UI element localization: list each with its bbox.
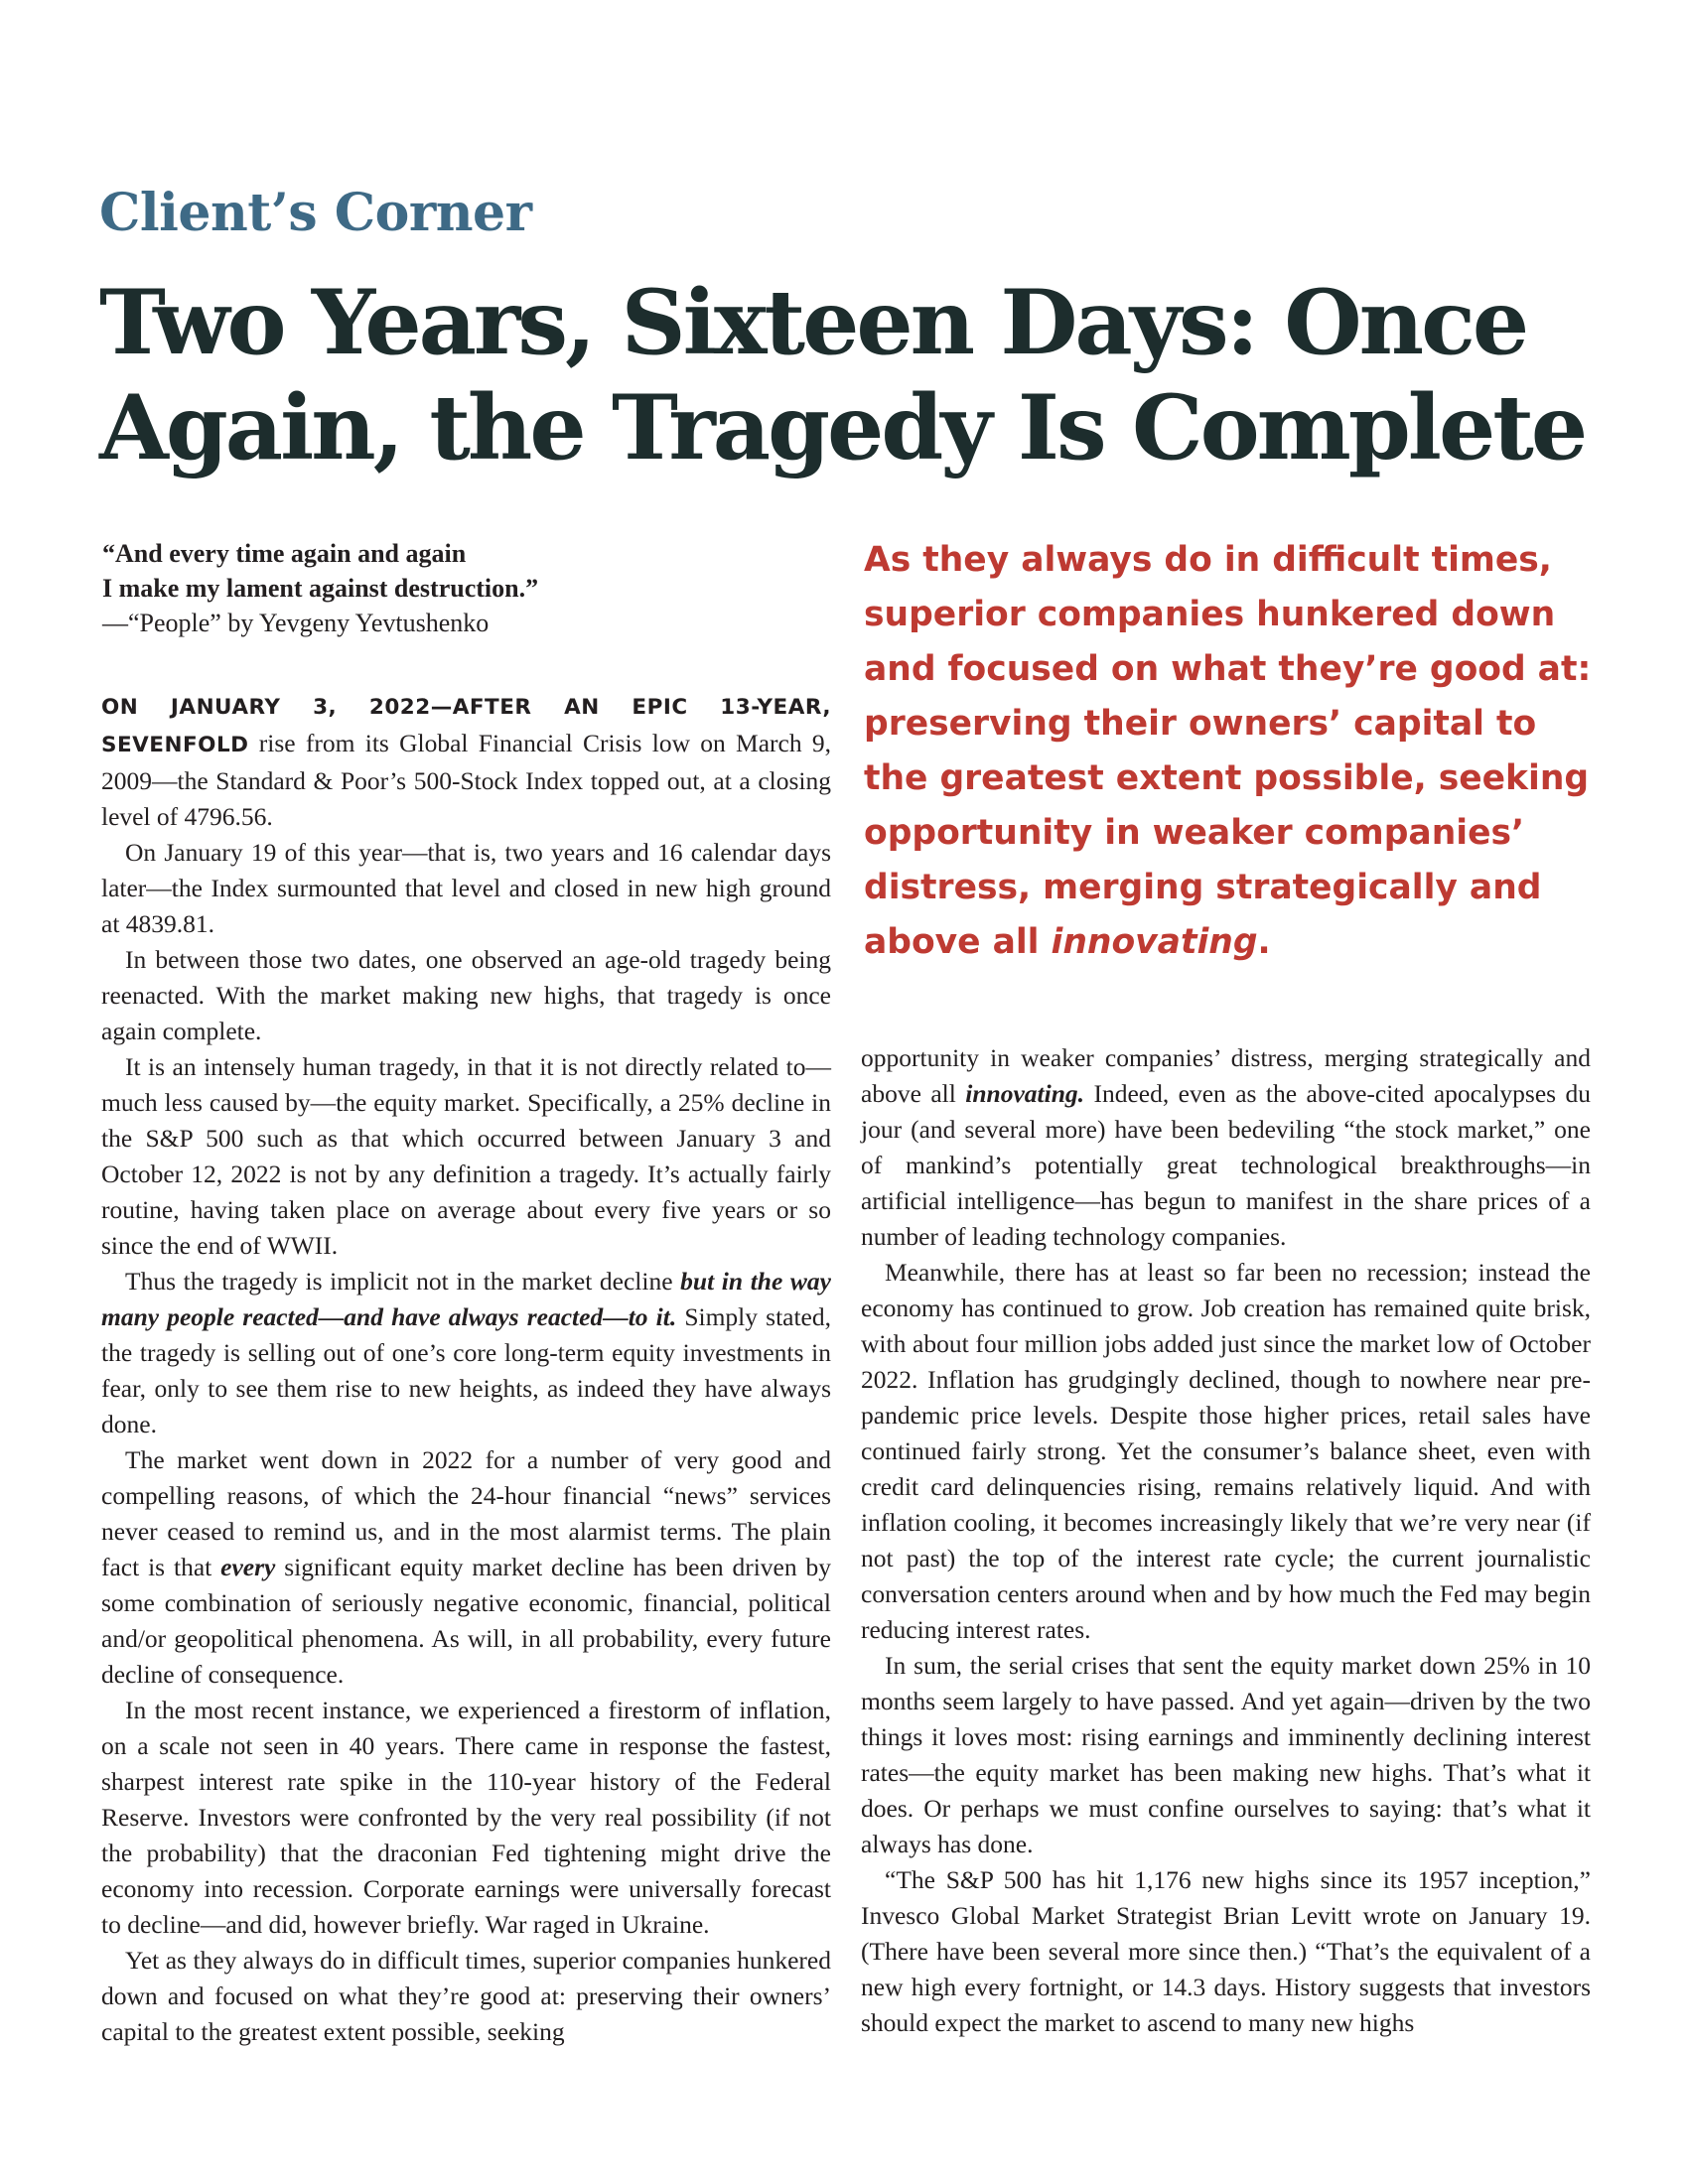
paragraph-11: “The S&P 500 has hit 1,176 new highs since its 1957 inception,” Invesco Global Market Strategist Brian Levitt wrote on January 19. (There have been several more since then.) “That’s the equivalent of a new high every fortnight, or 14.3 days. History suggests that investors should expect the market to ascend to many new highs	[861, 1865, 1591, 2037]
epigraph-line-2: I make my lament against destruction.”	[102, 574, 539, 603]
lead-in: ON JANUARY 3, 2022—AFTER AN EPIC 13-YEAR, SEVENFOLD	[101, 695, 831, 757]
body-column-left	[101, 688, 831, 2050]
paragraph-9: Meanwhile, there has at least so far been no recession; instead the economy has continued to grow. Job creation has remained quite brisk, with about four million jobs added just since the market low of October 2022. Inflation has grudgingly declined, though to nowhere near pre-pandemic price levels. Despite those higher prices, retail sales have continued fairly strong. Yet the consumer’s balance sheet, even with credit card delinquencies rising, remains relatively liquid. And with inflation cooling, it becomes increasingly likely that we’re very near (if not past) the top of the interest rate cycle; the current journalistic conversation centers around when and by how much the Fed may begin reducing interest rates.	[861, 1258, 1591, 1644]
body-column-right	[861, 1040, 1591, 2041]
paragraph-3: In between those two dates, one observed an age-old tragedy being reenacted. With the market making new highs, that tragedy is once again complete.	[101, 945, 831, 1045]
paragraph-4: It is an intensely human tragedy, in that it is not directly related to—much less caused by—the equity market. Specifically, a 25% decline in the S&P 500 such as that which occurred between January 3 and October 12, 2022 is not by any definition a tragedy. It’s actually fairly routine, having taken place on average about every five years or so since the end of WWII.	[101, 1052, 831, 1260]
article-headline: Two Years, Sixteen Days: Once Again, the Tragedy Is Complete	[99, 270, 1586, 480]
pull-quote-emphasis: innovating	[1051, 922, 1258, 962]
paragraph-6-text-a: The market went down in 2022 for a number of very good and compelling reasons, of which the 24-hour financial “news” services never ceased to remind us, and in the most alarmist terms. The plain fact is that	[101, 1445, 831, 1581]
paragraph-5-emphasis: but in the way many people reacted—and have always reacted—to it.	[101, 1267, 831, 1331]
paragraph-8-continued	[861, 1040, 1591, 1255]
paragraph-2: On January 19 of this year—that is, two years and 16 calendar days later—the Index surmounted that level and closed in new high ground at 4839.81.	[101, 838, 831, 938]
pull-quote-text: As they always do in difficult times, superior companies hunkered down and focused on what they’re good at: preserving their owners’ capital to the greatest extent possible, seeking opportunity in weaker companies’ distress, merging strategically and above all	[864, 540, 1592, 962]
paragraph-8-cont-text-a: opportunity in weaker companies’ distress, merging strategically and above all	[861, 1043, 1591, 1108]
pull-quote	[864, 533, 1599, 970]
paragraph-5-text-b: Simply stated, the tragedy is selling out of one’s core long-term equity investments in fear, only to see them rise to new heights, as indeed they have always done.	[101, 1302, 831, 1438]
paragraph-5-text-a: Thus the tragedy is implicit not in the market decline	[125, 1267, 681, 1296]
epigraph	[102, 536, 837, 640]
paragraph-1-text: rise from its Global Financial Crisis low on March 9, 2009—the Standard & Poor’s 500-Stock Index topped out, at a closing level of 4796.56.	[101, 729, 831, 831]
paragraph-6-text-b: significant equity market decline has been driven by some combination of seriously negative economic, financial, political and/or geopolitical phenomena. As will, in all probability, every future decline of consequence.	[101, 1553, 831, 1689]
paragraph-8: Yet as they always do in difficult times, superior companies hunkered down and focused on what they’re good at: preserving their owners’ capital to the greatest extent possible, seeking	[101, 1946, 831, 2046]
paragraph-6	[101, 1442, 831, 1693]
paragraph-7: In the most recent instance, we experienced a firestorm of inflation, on a scale not seen in 40 years. There came in response the fastest, sharpest interest rate spike in the 110-year history of the Federal Reserve. Investors were confronted by the very real possibility (if not the probability) that the draconian Fed tightening might drive the economy into recession. Corporate earnings were universally forecast to decline—and did, however briefly. War raged in Ukraine.	[101, 1696, 831, 1939]
paragraph-1	[101, 688, 831, 835]
paragraph-8-cont-text-b: Indeed, even as the above-cited apocalypses du jour (and several more) have been bedeviling “the stock market,” one of mankind’s potentially great technological breakthroughs—in artificial intelligence—has begun to manifest in the share prices of a number of leading technology companies.	[861, 1079, 1592, 1251]
epigraph-attribution: —“People” by Yevgeny Yevtushenko	[102, 609, 490, 637]
section-title: Client’s Corner	[99, 183, 532, 243]
paragraph-5	[101, 1264, 831, 1442]
paragraph-10: In sum, the serial crises that sent the equity market down 25% in 10 months seem largely to have passed. And yet again—driven by the two things it loves most: rising earnings and imminently declining interest rates—the equity market has been making new highs. That’s what it does. Or perhaps we must confine ourselves to saying: that’s what it always has done.	[861, 1651, 1591, 1858]
pull-quote-end: .	[1257, 922, 1271, 962]
paragraph-6-emphasis: every	[220, 1553, 276, 1581]
paragraph-8-cont-emphasis: innovating.	[965, 1079, 1085, 1108]
epigraph-line-1: “And every time again and again	[102, 539, 467, 568]
